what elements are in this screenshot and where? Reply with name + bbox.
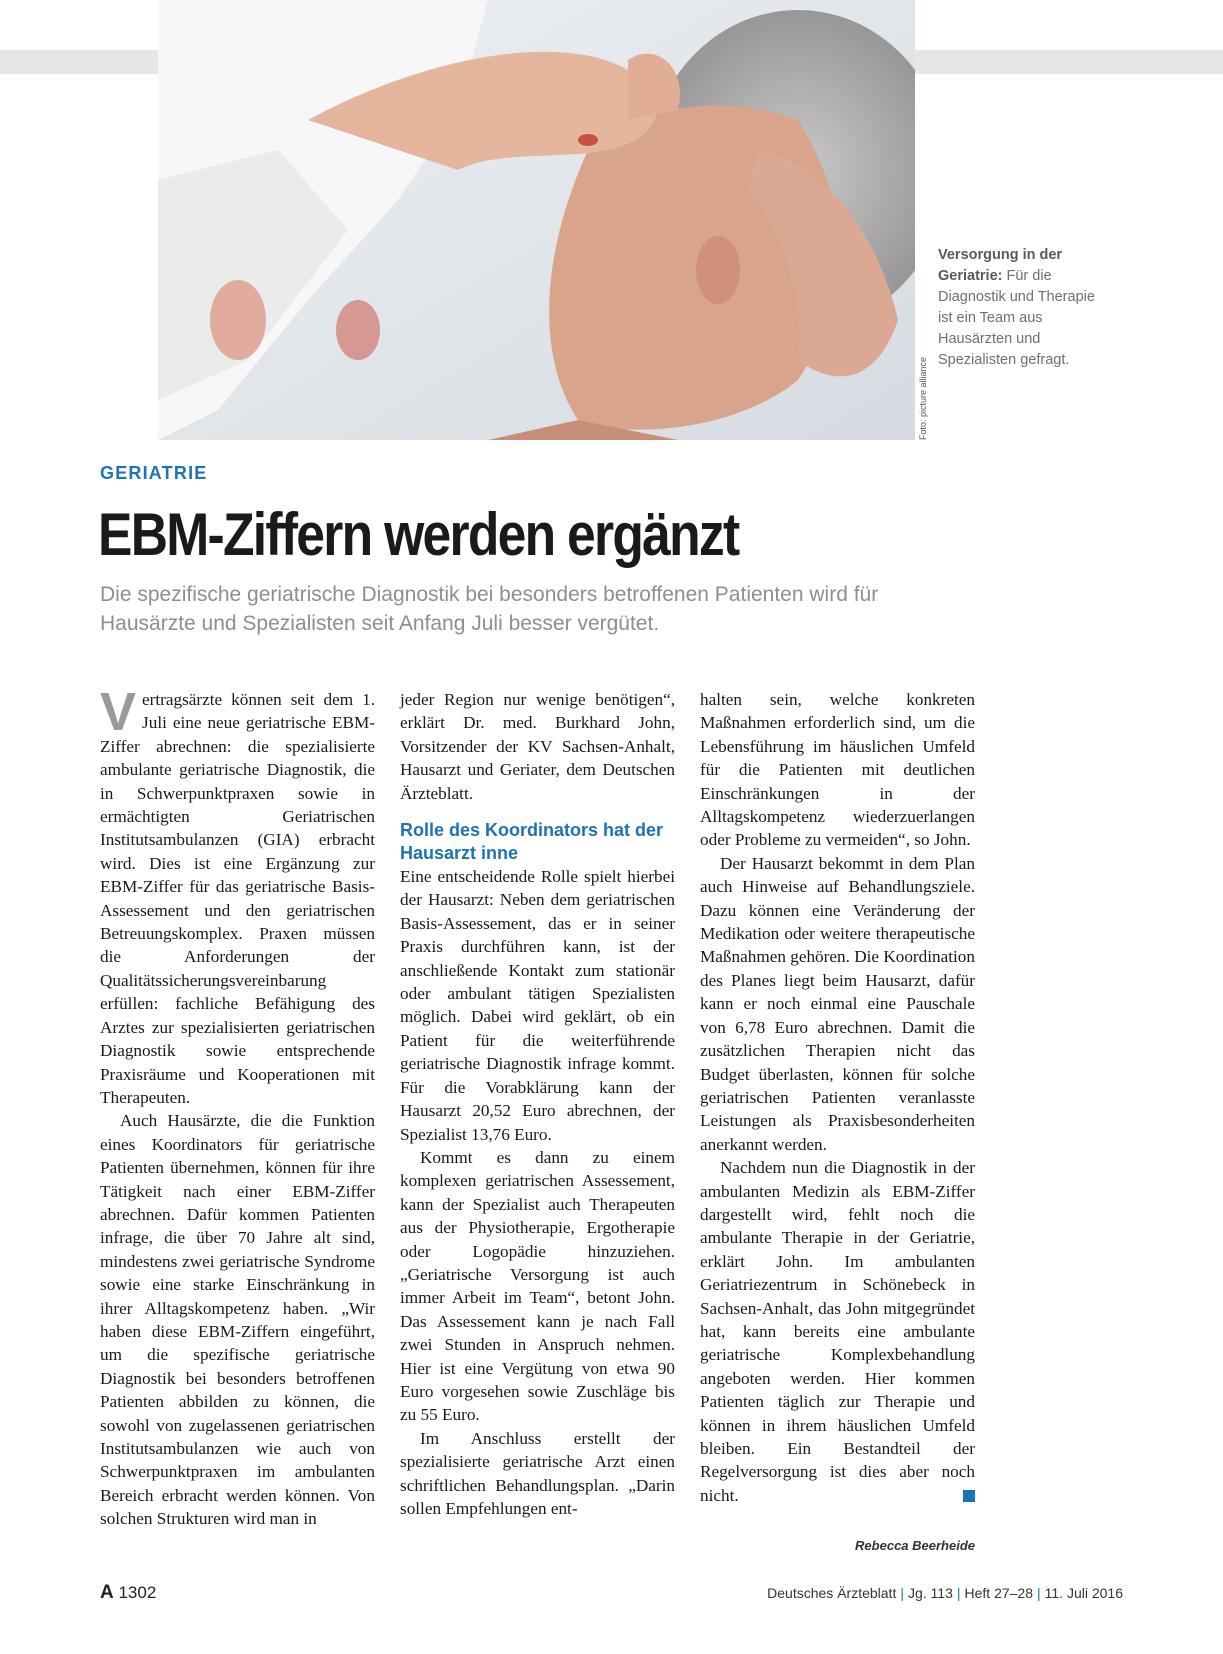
photo-credit: Foto: picture alliance [918, 356, 928, 440]
end-of-article-mark [963, 1490, 975, 1502]
author-byline: Rebecca Beerheide [855, 1538, 975, 1553]
paragraph: Der Hausarzt bekommt in dem Plan auch Hinweise auf Behandlungsziele. Dazu können eine Veränderung der Medikation oder weitere therapeutische Maßnahmen gehören. Die Koordination des Planes liegt beim Hausarzt, dafür kann er noch einmal eine Pauschale von 6,78 Euro abrechnen. Damit die zusätzlichen Therapien nicht das Budget überlasten, können für solche geriatrischen Patienten veranlasste Leistungen als Praxisbesonderheiten anerkannt werden. [700, 853, 975, 1154]
paragraph-text: ertragsärzte können seit dem 1. Juli eine neue geriatrische EBM-Ziffer abrechnen: die spezialisierte ambulante geriatrische Diagnostik, die in Schwerpunktpraxen sowie in ermächtigten Geriatrischen Institutsambulanzen (GIA) erbracht wird. Dies ist eine Ergänzung zur EBM-Ziffer für das geriatrische Basis-Assessement und den geriatrischen Betreuungskomplex. Praxen müssen die Anforderungen der Qualitätssicherungsvereinbarung erfüllen: fachliche Befähigung des Arztes zur spezialisierten geriatrischen Diagnostik sowie entsprechende Praxisräume und Kooperationen mit Therapeuten. [100, 690, 375, 1107]
column-3 [700, 688, 975, 1507]
column-2 [400, 688, 675, 1520]
volume: Jg. 113 [907, 1585, 953, 1601]
caption-lead: Versorgung in der Geriatrie: [938, 247, 1063, 284]
paragraph-text: Nachdem nun die Diagnostik in der ambulanten Medizin als EBM-Ziffer dargestellt wird, fehlt noch die ambulante Therapie in der Geriatrie, erklärt John. Im ambulanten Geriatriezentrum in Schönebeck in Sachsen-Anhalt, das John mitgegründet hat, kann bereits eine ambulante geriatrische Komplexbehandlung angeboten werden. Hier kommen Patienten täglich zur Therapie und können in ihrem häuslichen Umfeld bleiben. Ein Bestandteil der Regelversorgung ist dies aber noch nicht. [700, 1158, 975, 1505]
drop-cap: V [100, 682, 137, 742]
headline: EBM-Ziffern werden ergänzt [98, 501, 739, 568]
caption-text: Für die Diagnostik und Therapie ist ein Team aus Hausärzten und Spezialisten gefragt. [938, 268, 1095, 368]
edition-letter: A [100, 1582, 114, 1603]
paragraph: halten sein, welche konkreten Maßnahmen erforderlich sind, um die Lebensführung im häuslichen Umfeld für die Patienten mit deutlichen Einschränkungen in der Alltagskompetenz wiederzuerlangen oder Probleme zu vermeiden“, so John. [700, 690, 975, 850]
dek: Die spezifische geriatrische Diagnostik bei besonders betroffenen Patienten wird für Hausärzte und Spezialisten seit Anfang Juli besser vergütet. [100, 583, 879, 635]
separator: | [900, 1585, 904, 1601]
issue-date: 11. Juli 2016 [1044, 1585, 1123, 1601]
page-number: 1302 [118, 1583, 157, 1602]
journal-name: Deutsches Ärzteblatt [767, 1585, 897, 1601]
paragraph: jeder Region nur wenige benötigen“, erklärt Dr. med. Burkhard John, Vorsitzender der KV Sachsen-Anhalt, Hausarzt und Geriater, dem Deutschen Ärzteblatt. [400, 690, 675, 803]
doctor-examining-patient-eye-image [158, 0, 915, 440]
subheading: Rolle des Koordinators hat der Hausarzt inne [400, 820, 664, 864]
issue: Heft 27–28 [964, 1585, 1033, 1601]
paragraph: Auch Hausärzte, die die Funktion eines Koordinators für geriatrische Patienten übernehmen, können für ihre Tätigkeit nach einer EBM-Ziffer abrechnen. Dafür kommen Patienten infrage, die über 70 Jahre alt sind, mindestens zwei geriatrische Syndrome sowie eine starke Einschränkung in ihrer Alltagskompetenz haben. „Wir haben diese EBM-Ziffern eingeführt, um die spezifische geriatrische Diagnostik bei besonders betroffenen Patienten abbilden zu können, die sowohl von zugelassenen geriatrischen Institutsambulanzen wie auch von Schwerpunktpraxen im ambulanten Bereich erbracht werden können. Von solchen Strukturen wird man in [100, 1111, 375, 1529]
section-kicker: GERIATRIE [100, 463, 208, 483]
journal-info [767, 1585, 1123, 1601]
paragraph: Im Anschluss erstellt der spezialisierte geriatrische Arzt einen schriftlichen Behandlungsplan. „Darin sollen Empfehlungen ent- [400, 1428, 675, 1518]
paragraph: Eine entscheidende Rolle spielt hierbei der Hausarzt: Neben dem geriatrischen Basis-Assessement, das er in seiner Praxis durchführen kann, ist der anschließende Kontakt zum stationär oder ambulant tätigen Spezialisten möglich. Dabei wird geklärt, ob ein Patient für die weiterführende geriatrische Diagnostik infrage kommt. Für die Vorabklärung kann der Hausarzt 20,52 Euro abrechnen, der Spezialist 13,76 Euro. [400, 867, 675, 1144]
separator: | [1037, 1585, 1041, 1601]
separator: | [956, 1585, 961, 1601]
paragraph [700, 1156, 975, 1507]
article-photo [158, 0, 915, 440]
column-1 [100, 682, 375, 1531]
paragraph: Kommt es dann zu einem komplexen geriatrischen Assessement, kann der Spezialist auch Therapeuten aus der Physiotherapie, Ergotherapie oder Logopädie hinzuziehen. „Geriatrische Versorgung ist auch immer Arbeit im Team“, betont John. Das Assessement kann je nach Fall zwei Stunden in Anspruch nehmen. Hier ist eine Vergütung von etwa 90 Euro vorgesehen sowie Zuschläge bis zu 55 Euro. [400, 1147, 675, 1425]
page-folio [100, 1582, 156, 1604]
paragraph [100, 682, 375, 1109]
photo-caption [938, 245, 1108, 371]
